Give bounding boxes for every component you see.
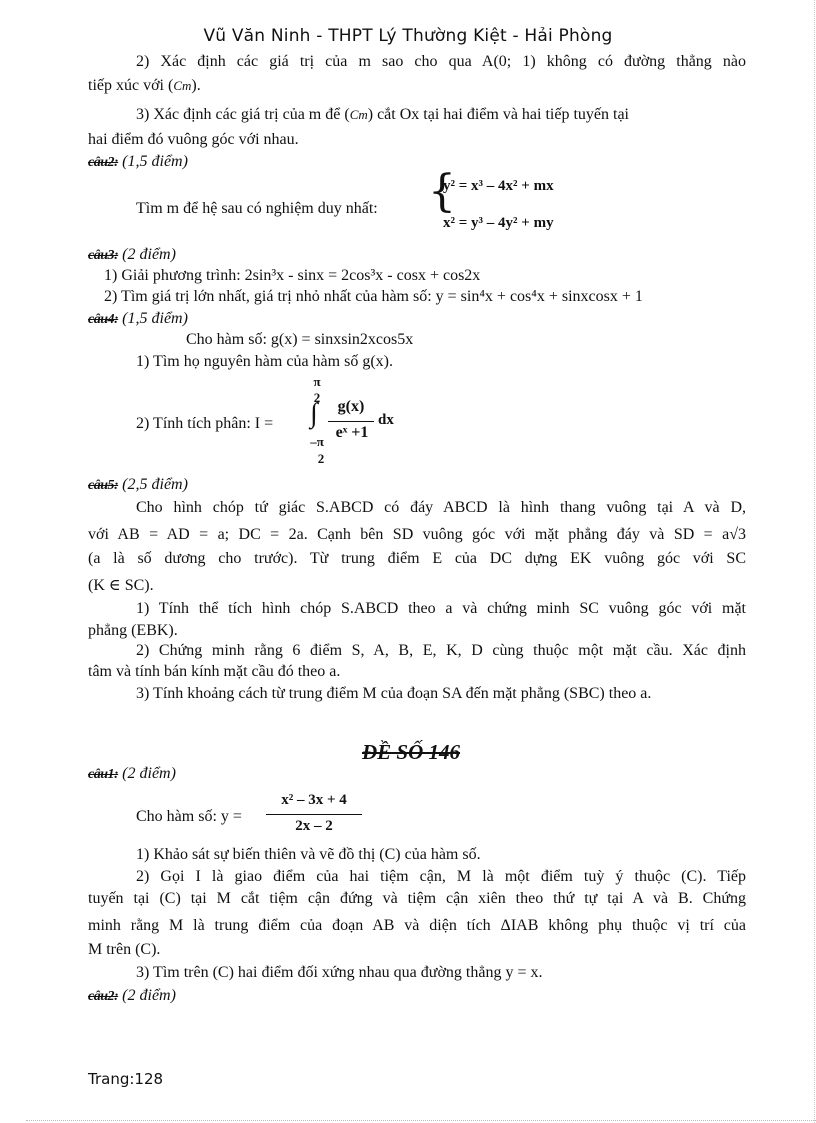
text-line: với AB = AD = a; DC = 2a. Cạnh bên SD vuông góc với mặt phẳng đáy và SD = a√3	[88, 526, 746, 543]
text-line: Cho hàm số: y =	[136, 808, 242, 825]
question-label: câu3:	[88, 248, 119, 263]
text-line: (a là số dương cho trước). Từ trung điểm E của DC dựng EK vuông góc với SC	[88, 550, 746, 567]
text-line: 2) Chứng minh rằng 6 điểm S, A, B, E, K, D cùng thuộc một mặt cầu. Xác định	[136, 642, 746, 659]
system-brace: {	[428, 166, 456, 217]
text-line: 1) Giải phương trình: 2sin³x - sinx = 2cos³x - cosx + cos2x	[104, 267, 481, 284]
text-line: 2) Tính tích phân: I =	[136, 415, 274, 432]
text-line: 1) Tìm họ nguyên hàm của hàm số g(x).	[136, 353, 393, 370]
text-line: Cho hàm số: g(x) = sinxsin2xcos5x	[186, 331, 414, 348]
text-line: hai điểm đó vuông góc với nhau.	[88, 131, 299, 148]
question-points: (2 điểm)	[122, 765, 176, 782]
question-label: câu2:	[88, 989, 119, 1004]
integral-sign: ∫	[310, 398, 318, 429]
integrand-denominator: eˣ +1	[335, 424, 369, 441]
fraction-bar	[266, 814, 362, 815]
question-label: câu4:	[88, 312, 119, 327]
text-line: (K ∈ SC).	[88, 577, 154, 594]
text-line: 3) Tìm trên (C) hai điểm đối xứng nhau qua đường thẳng y = x.	[136, 964, 543, 981]
text: ) cắt Ox tại hai điểm và hai tiếp tuyến tại	[367, 106, 629, 123]
question-heading	[88, 153, 188, 171]
page-number: Trang:128	[88, 1070, 164, 1088]
dx: dx	[378, 412, 394, 428]
text-line: minh rằng M là trung điểm của đoạn AB và diện tích ΔIAB không phụ thuộc vị trí của	[88, 917, 746, 934]
question-label: câu2:	[88, 155, 119, 170]
fraction-bar	[328, 421, 374, 422]
question-points: (2 điểm)	[122, 987, 176, 1004]
question-heading	[88, 246, 176, 264]
equation: x² = y³ – 4y² + my	[443, 215, 554, 231]
text-line: tâm và tính bán kính mặt cầu đó theo a.	[88, 663, 341, 680]
text-line: Cho hình chóp tứ giác S.ABCD có đáy ABCD là hình thang vuông tại A và D,	[136, 499, 746, 516]
text-line: phẳng (EBK).	[88, 622, 178, 639]
text-line: M trên (C).	[88, 941, 161, 958]
text-line: 2) Tìm giá trị lớn nhất, giá trị nhỏ nhất của hàm số: y = sin⁴x + cos⁴x + sinxcosx + 1	[104, 288, 643, 305]
text-line: 2) Xác định các giá trị của m sao cho qua A(0; 1) không có đường thẳng nào	[136, 53, 746, 70]
text-line: Tìm m để hệ sau có nghiệm duy nhất:	[136, 200, 378, 217]
question-points: (2 điểm)	[122, 246, 176, 263]
text-line: 3) Tính khoảng cách từ trung điểm M của đoạn SA đến mặt phẳng (SBC) theo a.	[136, 685, 652, 702]
lower-limit: –π	[310, 434, 324, 449]
cm-symbol: Cm	[349, 107, 368, 122]
text-line: 1) Tính thể tích hình chóp S.ABCD theo a và chứng minh SC vuông góc với mặt	[136, 600, 746, 617]
question-heading	[88, 310, 188, 328]
text: ).	[191, 77, 201, 94]
function-denominator: 2x – 2	[295, 818, 333, 834]
cm-symbol: Cm	[173, 78, 192, 93]
question-heading	[88, 476, 188, 494]
question-label: câu1:	[88, 767, 119, 782]
text: 3) Xác định các giá trị của m để (	[136, 106, 350, 123]
upper-limit: π	[313, 374, 321, 389]
text-line	[136, 106, 629, 124]
lower-limit-den: 2	[317, 451, 325, 466]
equation: y² = x³ – 4x² + mx	[443, 178, 554, 194]
question-label: câu5:	[88, 478, 119, 493]
question-heading	[88, 765, 176, 783]
question-points: (2,5 điểm)	[122, 476, 188, 493]
text-line: 2) Gọi I là giao điểm của hai tiệm cận, M là một điểm tuỳ ý thuộc (C). Tiếp	[136, 868, 746, 885]
function-numerator: x² – 3x + 4	[281, 792, 347, 808]
text: tiếp xúc với (	[88, 77, 174, 94]
bottom-divider	[26, 1120, 816, 1121]
question-points: (1,5 điểm)	[122, 153, 188, 170]
text-line: tuyến tại (C) tại M cắt tiệm cận đứng và tiệm cận xiên theo thứ tự tại A và B. Chứng	[88, 890, 746, 907]
integrand-numerator: g(x)	[337, 398, 365, 415]
upper-limit-den: 2	[313, 390, 321, 405]
question-points: (1,5 điểm)	[122, 310, 188, 327]
text-line: 1) Khảo sát sự biến thiên và vẽ đồ thị (C) của hàm số.	[136, 846, 481, 863]
right-divider	[814, 0, 815, 1123]
page-header: Vũ Văn Ninh - THPT Lý Thường Kiệt - Hải Phòng	[203, 26, 613, 46]
text-line	[88, 77, 201, 95]
question-heading	[88, 987, 176, 1005]
exam-title: ĐỀ SỐ 146	[362, 740, 461, 764]
